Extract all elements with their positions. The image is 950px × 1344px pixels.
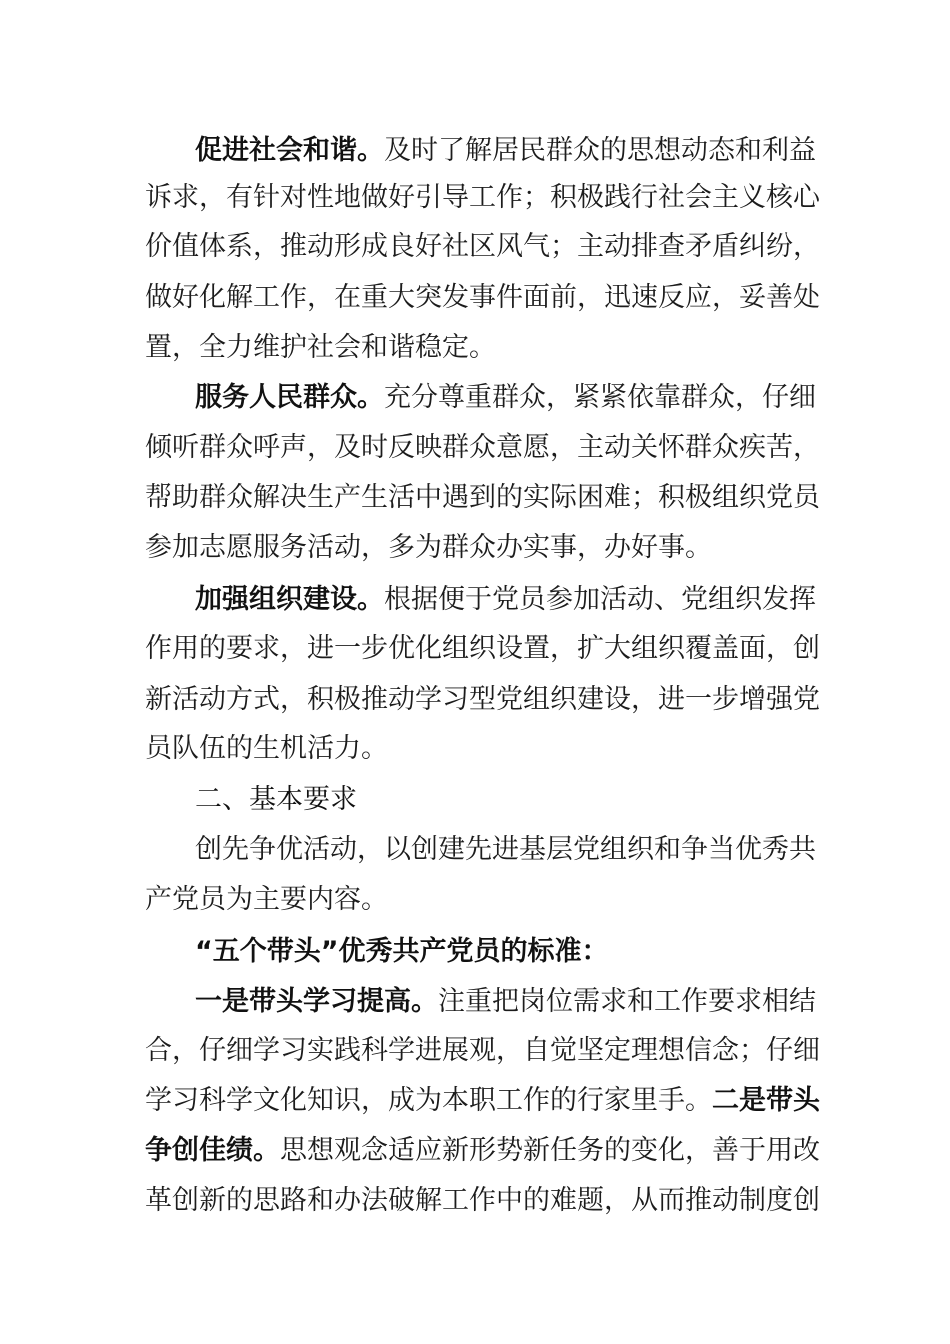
standard-1-text: 注重把岗位需求和工作要求相结 (438, 986, 816, 1017)
paragraph-3-text: 根据便于党员参加活动、党组织发挥 (384, 584, 816, 615)
standard-1-lead: 一是带头学习提高。 (195, 986, 438, 1017)
paragraph-3-line-4: 员队伍的生机活力。 (145, 733, 388, 764)
paragraph-3-line-2: 作用的要求，进一步优化组织设置，扩大组织覆盖面，创 (145, 633, 820, 664)
intro-line-2: 产党员为主要内容。 (145, 884, 388, 915)
paragraph-1-line-5: 置，全力维护社会和谐稳定。 (145, 332, 496, 363)
paragraph-2-line-4: 参加志愿服务活动，多为群众办实事，办好事。 (145, 532, 712, 563)
standards-line-3-text: 学习科学文化知识，成为本职工作的行家里手。 (145, 1085, 712, 1116)
standards-line-3 (145, 1083, 820, 1119)
paragraph-1-text: 及时了解居民群众的思想动态和利益 (384, 135, 816, 166)
paragraph-1-line-2: 诉求，有针对性地做好引导工作；积极践行社会主义核心 (145, 182, 820, 213)
paragraph-3-line-1 (195, 582, 816, 618)
standards-line-4 (145, 1133, 820, 1169)
paragraph-1-line-1 (195, 133, 816, 169)
paragraph-2-text: 充分尊重群众，紧紧依靠群众，仔细 (384, 382, 816, 413)
standard-2-lead-end: 争创佳绩。 (145, 1135, 280, 1166)
standards-line-1 (195, 984, 816, 1020)
paragraph-2-line-1 (195, 380, 816, 416)
standard-2-lead-start: 二是带头 (712, 1085, 820, 1116)
section-heading: 二、基本要求 (195, 784, 357, 815)
paragraph-1-line-3: 价值体系，推动形成良好社区风气；主动排查矛盾纠纷， (145, 231, 820, 262)
standards-line-2: 合，仔细学习实践科学进展观，自觉坚定理想信念；仔细 (145, 1035, 820, 1066)
standards-line-4-text: 思想观念适应新形势新任务的变化，善于用改 (280, 1135, 820, 1166)
intro-line-1: 创先争优活动，以创建先进基层党组织和争当优秀共 (195, 834, 816, 865)
standards-line-5: 革创新的思路和办法破解工作中的难题，从而推动制度创 (145, 1185, 820, 1216)
paragraph-3-line-3: 新活动方式，积极推动学习型党组织建设，进一步增强党 (145, 684, 820, 715)
paragraph-2-lead: 服务人民群众。 (195, 382, 384, 413)
paragraph-2-line-3: 帮助群众解决生产生活中遇到的实际困难；积极组织党员 (145, 482, 820, 513)
paragraph-1-line-4: 做好化解工作，在重大突发事件面前，迅速反应，妥善处 (145, 282, 820, 313)
paragraph-2-line-2: 倾听群众呼声，及时反映群众意愿，主动关怀群众疾苦， (145, 432, 820, 463)
paragraph-1-lead: 促进社会和谐。 (195, 135, 384, 166)
paragraph-3-lead: 加强组织建设。 (195, 584, 384, 615)
standard-heading: “五个带头”优秀共产党员的标准： (195, 936, 609, 967)
